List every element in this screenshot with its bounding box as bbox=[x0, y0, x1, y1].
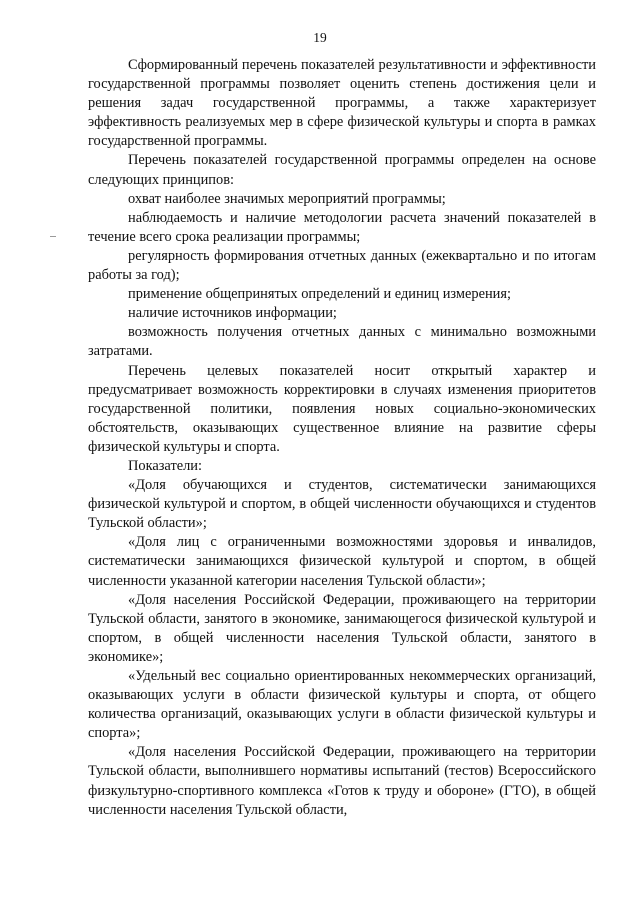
margin-mark bbox=[50, 236, 56, 237]
indicator-item: «Доля населения Российской Федерации, проживающего на территории Тульской области, выполнившего нормативы испытаний (тестов) Всероссийского физкультурно-спортивного комплекса «Готов к труду и обороне» (ГТО), в общей численности населения Тульской области, bbox=[88, 744, 596, 818]
list-item: наличие источников информации; bbox=[128, 305, 337, 322]
list-item: наблюдаемость и наличие методологии расчета значений показателей в течение всего срока реализации программы; bbox=[88, 209, 596, 245]
list-item: охват наиболее значимых мероприятий программы; bbox=[128, 190, 446, 207]
list-item: регулярность формирования отчетных данных (ежеквартально и по итогам работы за год); bbox=[88, 247, 596, 284]
page-number: 19 bbox=[313, 30, 327, 45]
paragraph: Перечень показателей государственной программы определен на основе следующих принципов: bbox=[88, 152, 596, 188]
indicator-item: «Доля лиц с ограниченными возможностями здоровья и инвалидов, систематически занимающихся физической культурой и спортом, в общей численности указанной категории населения Тульской области»; bbox=[88, 534, 596, 589]
section-label: Показатели: bbox=[128, 457, 203, 474]
paragraph: Перечень целевых показателей носит открытый характер и предусматривает возможность корректировки в случаях изменения приоритетов государственной политики, появления новых социально-экономических обстоятельств, оказывающих существенное влияние на развитие сферы физической культуры и спорта. bbox=[88, 362, 596, 455]
indicator-item: «Доля обучающихся и студентов, систематически занимающихся физической культурой и спортом, в общей численности обучающихся и студентов Тульской области»; bbox=[88, 477, 596, 532]
paragraph: Сформированный перечень показателей результативности и эффективности государственной программы позволяет оценить степень достижения цели и решения задач государственной программы, а также характеризует эффективность реализуемых мер в сфере физической культуры и спорта в рамках государственной программы. bbox=[88, 57, 596, 150]
indicator-item: «Доля населения Российской Федерации, проживающего на территории Тульской области, занятого в экономике, занимающегося физической культурой и спортом, в общей численности населения Тульской области, занятого в экономике»; bbox=[88, 591, 596, 665]
indicator-item: «Удельный вес социально ориентированных некоммерческих организаций, оказывающих услуги в области физической культуры и спорта, от общего количества организаций, оказывающих услуги в области физической культуры и спорта»; bbox=[88, 668, 596, 742]
list-item: возможность получения отчетных данных с минимально возможными затратами. bbox=[88, 324, 596, 360]
list-item: применение общепринятых определений и единиц измерения; bbox=[128, 286, 511, 303]
document-body bbox=[88, 56, 596, 820]
